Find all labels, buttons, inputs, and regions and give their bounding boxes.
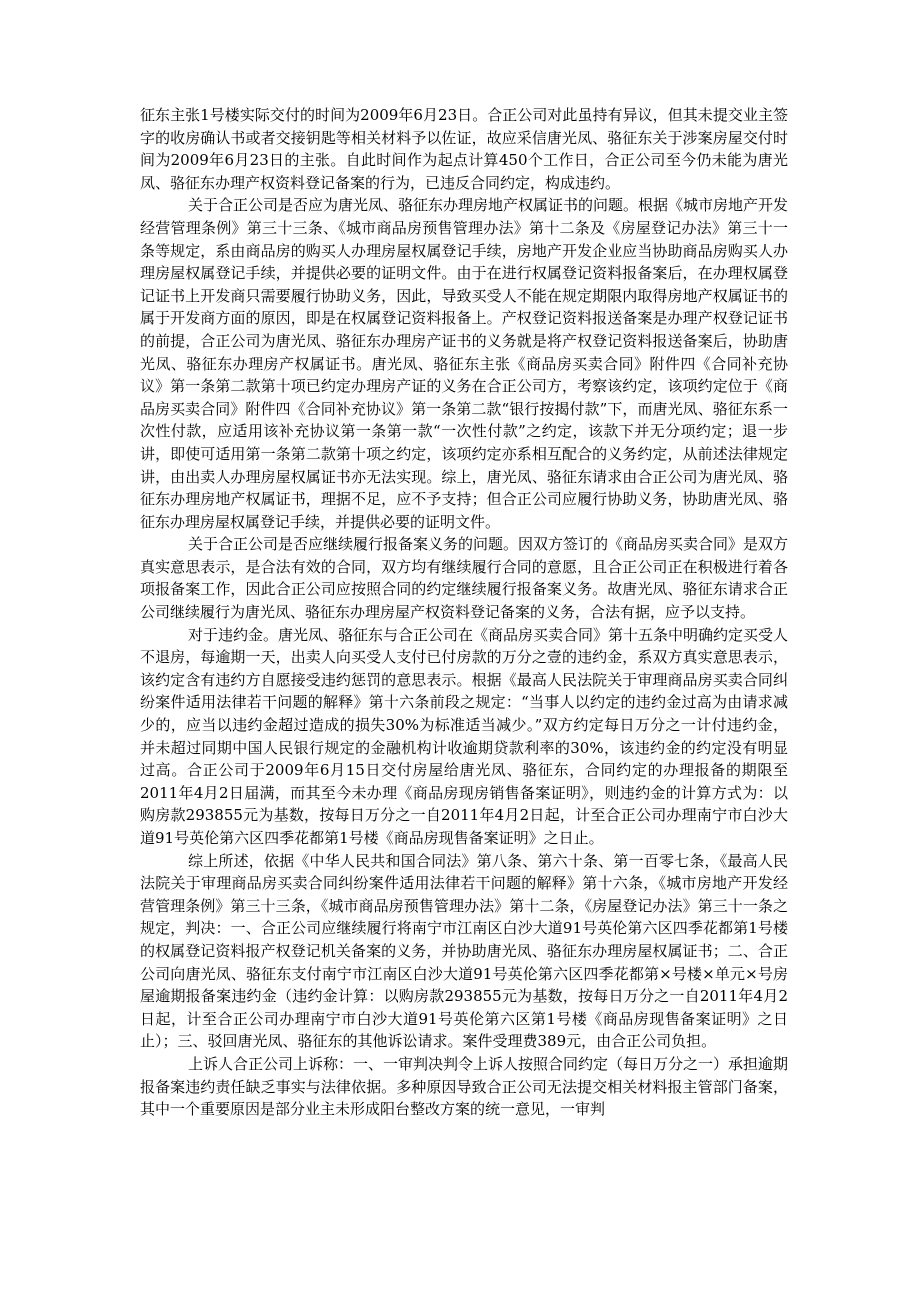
paragraph-appeal: 上诉人合正公司上诉称：一、一审判决判令上诉人按照合同约定（每日万分之一）承担逾期报备案违约责任缺乏事实与法律依据。多种原因导致合正公司无法提交相关材料报主管部门备案，其中一个重要原因是部分业主未形成阳台整改方案的统一意见，一审判 xyxy=(140,1054,789,1119)
paragraph-filing-obligation: 关于合正公司是否应继续履行报备案义务的问题。因双方签订的《商品房买卖合同》是双方真实意思表示，是合法有效的合同，双方均有继续履行合同的意愿，且合正公司正在积极进行着各项报备案工作，因此合正公司应按照合同的约定继续履行报备案义务。故唐光凤、骆征东请求合正公司继续履行为唐光凤、骆征东办理房屋产权资料登记备案的义务，合法有据，应予以支持。 xyxy=(140,535,789,622)
paragraph-delivery-date: 征东主张1号楼实际交付的时间为2009年6月23日。合正公司对此虽持有异议，但其未提交业主签字的收房确认书或者交接钥匙等相关材料予以佐证，故应采信唐光凤、骆征东关于涉案房屋交付时间为2009年6月23日的主张。自此时间作为起点计算450个工作日，合正公司至今仍未能为唐光凤、骆征东办理产权资料登记备案的行为，已违反合同约定，构成违约。 xyxy=(140,106,788,192)
paragraph-judgment: 综上所述，依据《中华人民共和国合同法》第八条、第六十条、第一百零七条，《最高人民法院关于审理商品房买卖合同纠纷案件适用法律若干问题的解释》第十六条，《城市房地产开发经营管理条例》第三十三条，《城市商品房预售管理办法》第十二条，《房屋登记办法》第三十一条之规定，判决：一、合正公司应继续履行将南宁市江南区白沙大道91号英伦第六区四季花都第1号楼的权属登记资料报产权登记机关备案的义务，并协助唐光凤、骆征东办理房屋权属证书；二、合正公司向唐光凤、骆征东支付南宁市江南区白沙大道91号英伦第六区四季花都第×号楼×单元×号房屋逾期报备案违约金（违约金计算：以购房款293855元为基数，按每日万分之一自2011年4月2日起，计至合正公司办理南宁市白沙大道91号英伦第六区第1号楼《商品房现售备案证明》之日止）；三、驳回唐光凤、骆征东的其他诉讼请求。案件受理费389元，由合正公司负担。 xyxy=(140,851,788,1051)
paragraph-property-certificate: 关于合正公司是否应为唐光凤、骆征东办理房地产权属证书的问题。根据《城市房地产开发经营管理条例》第三十三条、《城市商品房预售管理办法》第十二条及《房屋登记办法》第三十一条等规定，系由商品房的购买人办理房屋权属登记手续，房地产开发企业应当协助商品房购买人办理房屋权属登记手续，并提供必要的证明文件。由于在进行权属登记资料报备案后，在办理权属登记证书上开发商只需要履行协助义务，因此，导致买受人不能在规定期限内取得房地产权属证书的属于开发商方面的原因，即是在权属登记资料报备上。产权登记资料报送备案是办理产权登记证书的前提，合正公司为唐光凤、骆征东办理房产证书的义务就是将产权登记资料报送备案后，协助唐光凤、骆征东办理房产权属证书。唐光凤、骆征东主张《商品房买卖合同》附件四《合同补充协议》第一条第二款第十项已约定办理房产证的义务在合正公司方，考察该约定，该项约定位于《商品房买卖合同》附件四《合同补充协议》第一条第二款“银行按揭付款”下，而唐光凤、骆征东系一次性付款，应适用该补充协议第一条第一款“一次性付款”之约定，该款下并无分项约定；退一步讲，即使可适用第一条第二款第十项之约定，该项约定亦系相互配合的义务约定，从前述法律规定讲，由出卖人办理房屋权属证书亦无法实现。综上，唐光凤、骆征东请求由合正公司为唐光凤、骆征东办理房地产权属证书，理据不足，应不予支持；但合正公司应履行协助义务，协助唐光凤、骆征东办理房屋权属登记手续，并提供必要的证明文件。 xyxy=(140,196,789,531)
paragraph-liquidated-damages: 对于违约金。唐光凤、骆征东与合正公司在《商品房买卖合同》第十五条中明确约定买受人不退房，每逾期一天，出卖人向买受人支付已付房款的万分之壹的违约金，系双方真实意思表示，该约定含有违约方自愿接受违约惩罚的意思表示。根据《最高人民法院关于审理商品房买卖合同纠纷案件适用法律若干问题的解释》第十六条前段之规定：“当事人以约定的违约金过高为由请求减少的，应当以违约金超过造成的损失30%为标准适当减少。”双方约定每日万分之一计付违约金，并未超过同期中国人民银行规定的金融机构计收逾期贷款利率的30%，该违约金的约定没有明显过高。合正公司于2009年6月15日交付房屋给唐光凤、骆征东，合同约定的办理报备的期限至2011年4月2日届满，而其至今未办理《商品房现房销售备案证明》，则违约金的计算方式为：以购房款293855元为基数，按每日万分之一自2011年4月2日起，计至合正公司办理南宁市白沙大道91号英伦第六区四季花都第1号楼《商品房现售备案证明》之日止。 xyxy=(140,625,789,847)
